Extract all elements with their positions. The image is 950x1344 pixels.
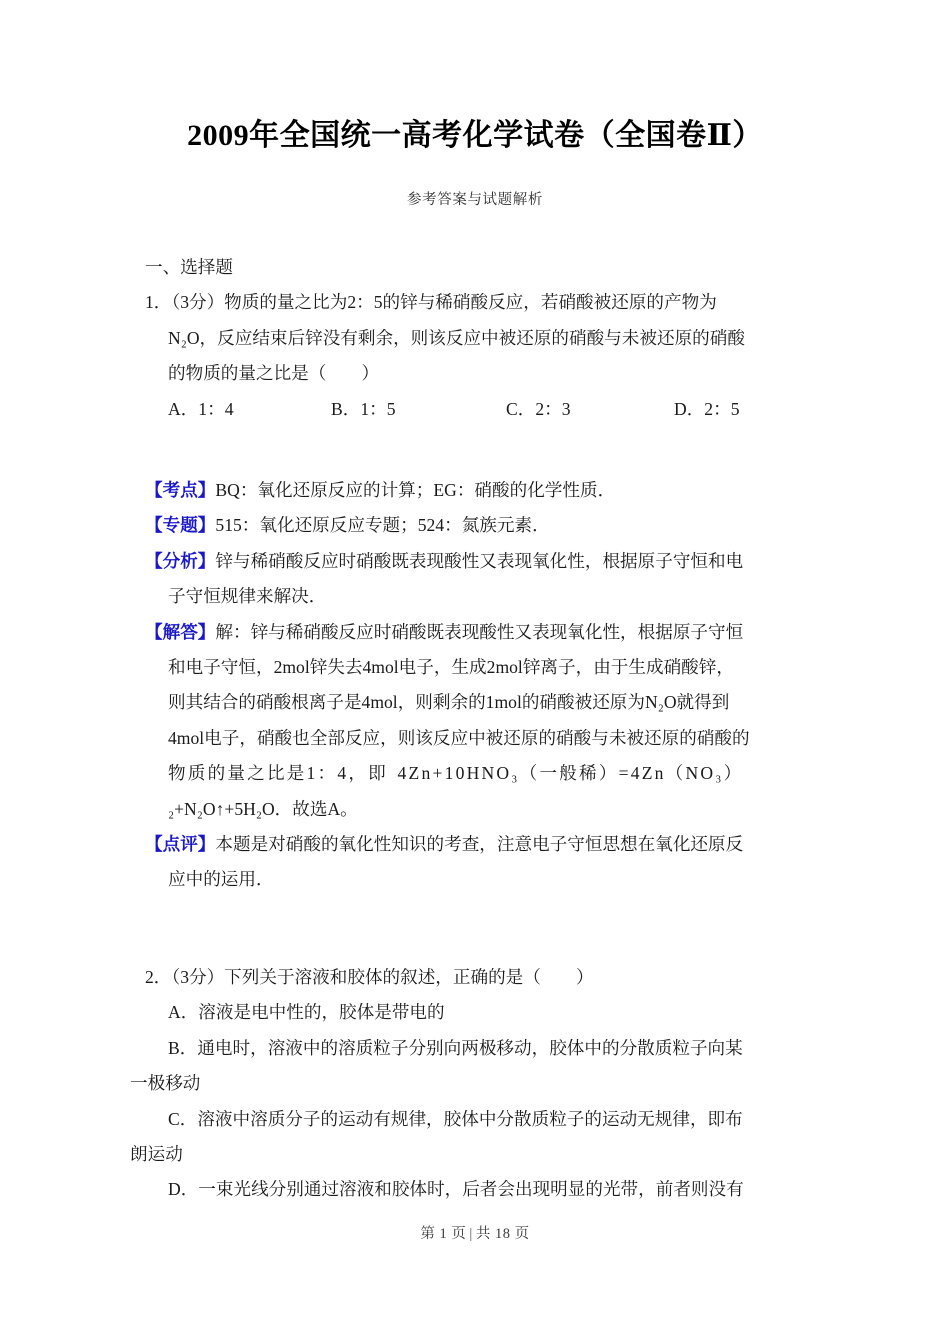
footer-separator: | [469, 1226, 473, 1242]
question-2-stem-text-1: （3分）下列关于溶液和胶体的叙述，正确的是（ ） [171, 966, 594, 987]
question-1-stem-line-2: N₂O，反应结束后锌没有剩余，则该反应中被还原的硝酸与未被还原的硝酸 [168, 327, 745, 348]
spacer [130, 898, 822, 944]
question-1-stem-line-1 [130, 285, 822, 320]
question-1-option-a[interactable]: A．1：4 [168, 398, 234, 419]
fenxi-text-1: 锌与稀硝酸反应时硝酸既表现酸性又表现氧化性，根据原子守恒和电 [215, 550, 744, 571]
zhuanti-text: 515：氧化还原反应专题；524：氮族元素． [215, 515, 550, 536]
jieda-tag-label: 【解答】 [145, 621, 216, 642]
question-2-option-d[interactable]: D．一束光线分别通过溶液和胶体时，后者会出现明显的光带，前者则没有 [168, 1179, 744, 1200]
spacer [130, 944, 822, 960]
question-2-number: 2． [145, 966, 172, 987]
question-2-option-a[interactable]: A．溶液是电中性的，胶体是带电的 [168, 1002, 445, 1023]
question-1-number: 1． [145, 292, 172, 313]
question-1-kaodian [130, 473, 822, 508]
question-1-dianping-line-1 [130, 827, 822, 862]
question-2-option-c-cont: 朗运动 [130, 1143, 183, 1164]
question-1-jieda-line-4: 4mol电子，硝酸也全部反应，则该反应中被还原的硝酸与未被还原的硝酸的 [168, 727, 750, 748]
jieda-text-1: 解：锌与稀硝酸反应时硝酸既表现酸性又表现氧化性，根据原子守恒 [215, 621, 744, 642]
question-1-fenxi-line-1 [130, 544, 822, 579]
kaodian-text: BQ：氧化还原反应的计算；EG：硝酸的化学性质． [215, 480, 616, 501]
question-2-option-b-cont: 一极移动 [130, 1073, 201, 1094]
section-heading: 一、选择题 [145, 257, 233, 277]
question-2-option-c[interactable]: C．溶液中溶质分子的运动有规律，胶体中分散质粒子的运动无规律，即布 [168, 1108, 743, 1129]
question-1-option-c[interactable]: C．2：3 [506, 398, 571, 419]
spacer [130, 427, 822, 473]
page-footer [0, 1222, 950, 1243]
question-1-jieda-line-3: 则其结合的硝酸根离子是4mol，则剩余的1mol的硝酸被还原为N₂O就得到 [168, 692, 730, 713]
fenxi-tag-label: 【分析】 [145, 550, 216, 571]
question-1-jieda-equation-line: 物质的量之比是1：4，即 4Zn+10HNO₃（一般稀）=4Zn（NO₃） [168, 763, 744, 784]
question-1-jieda-line-2: 和电子守恒，2mol锌失去4mol电子，生成2mol锌离子，由于生成硝酸锌， [168, 657, 734, 678]
question-1-jieda-line-1 [130, 615, 822, 650]
question-1-fenxi-line-2: 子守恒规律来解决． [168, 586, 327, 607]
question-2-stem-line-1 [130, 960, 822, 995]
question-1-stem-text-1: （3分）物质的量之比为2：5的锌与稀硝酸反应，若硝酸被还原的产物为 [171, 292, 717, 313]
question-1-stem-line-3: 的物质的量之比是（ ） [168, 363, 380, 384]
zhuanti-tag-label: 【专题】 [145, 515, 216, 536]
question-1-zhuanti [130, 508, 822, 543]
kaodian-tag-label: 【考点】 [145, 480, 216, 501]
question-1-options [130, 392, 822, 427]
dianping-tag-label: 【点评】 [145, 834, 216, 855]
question-2-option-b[interactable]: B．通电时，溶液中的溶质粒子分别向两极移动，胶体中的分散质粒子向某 [168, 1037, 743, 1058]
dianping-text-1: 本题是对硝酸的氧化性知识的考查，注意电子守恒思想在氧化还原反 [215, 834, 744, 855]
document-body [130, 250, 822, 1208]
page-subtitle: 参考答案与试题解析 [407, 192, 543, 208]
question-1-option-b[interactable]: B．1：5 [331, 398, 396, 419]
question-1-option-d[interactable]: D．2：5 [674, 398, 740, 419]
footer-current-page: 第 1 页 [420, 1226, 467, 1242]
title-block [0, 118, 950, 209]
question-1-jieda-line-6: ₂+N₂O↑+5H₂O．故选A。 [168, 798, 358, 819]
question-1-dianping-line-2: 应中的运用． [168, 869, 274, 890]
page-title: 2009年全国统一高考化学试卷（全国卷Ⅱ） [187, 119, 763, 152]
footer-total-pages: 共 18 页 [475, 1226, 530, 1242]
